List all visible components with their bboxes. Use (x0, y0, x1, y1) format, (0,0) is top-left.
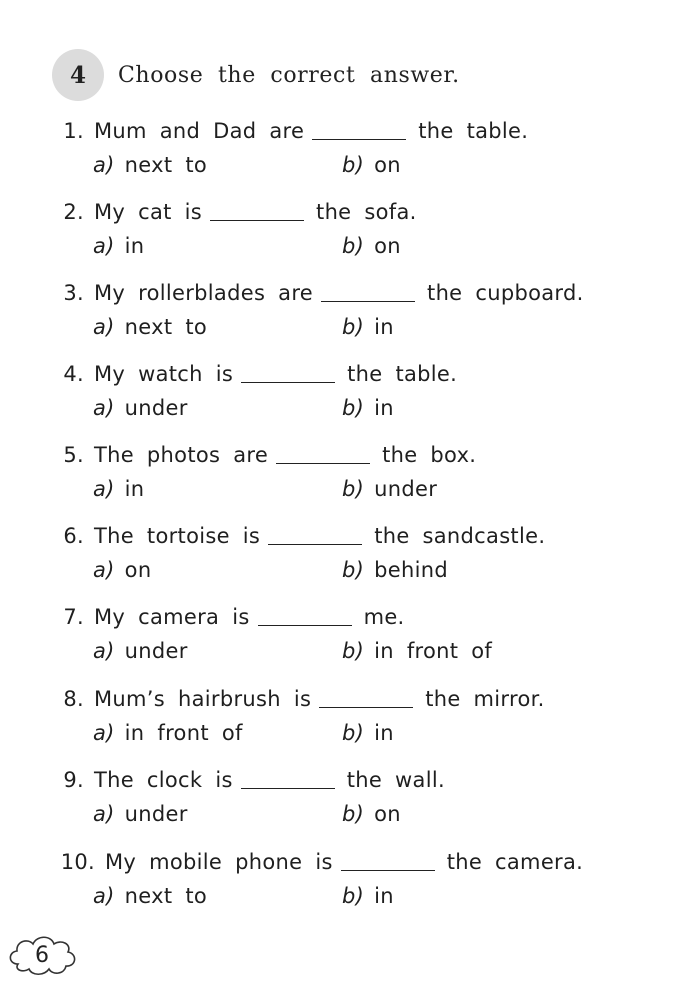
option-a-letter: a) (93, 802, 115, 826)
question-sentence (44, 848, 583, 876)
answer-blank[interactable] (241, 787, 335, 789)
option-b[interactable] (342, 637, 492, 665)
answer-blank[interactable] (276, 462, 370, 464)
option-a[interactable] (93, 475, 144, 503)
option-b-text: behind (374, 558, 448, 582)
question-text-after: the wall. (346, 768, 445, 792)
option-a-letter: a) (93, 477, 115, 501)
option-b-letter: b) (342, 234, 365, 258)
question-sentence (44, 766, 445, 794)
question-number: 9. (63, 768, 84, 792)
answer-blank[interactable] (321, 300, 415, 302)
question-text-after: the mirror. (425, 687, 545, 711)
option-b[interactable] (342, 556, 448, 584)
exercise-number-badge: 4 (52, 49, 104, 101)
question-sentence (44, 441, 476, 469)
question-number: 10. (60, 850, 95, 874)
page-number: 6 (35, 942, 49, 968)
option-a-letter: a) (93, 153, 115, 177)
option-a-text: in front of (124, 721, 243, 745)
question-7 (0, 603, 690, 673)
option-a[interactable] (93, 394, 188, 422)
question-number: 4. (63, 362, 84, 386)
question-text-after: me. (363, 605, 405, 629)
option-a[interactable] (93, 637, 188, 665)
option-a-letter: a) (93, 315, 115, 339)
option-a-text: under (124, 639, 188, 663)
question-2 (0, 198, 690, 268)
question-4 (0, 360, 690, 430)
question-number: 7. (63, 605, 84, 629)
question-text-before: The photos are (94, 443, 269, 467)
answer-blank[interactable] (312, 138, 406, 140)
question-text-after: the sofa. (316, 200, 417, 224)
question-text-before: The clock is (94, 768, 233, 792)
question-number: 5. (63, 443, 84, 467)
question-10 (0, 848, 690, 918)
option-b-letter: b) (342, 315, 365, 339)
question-number: 2. (63, 200, 84, 224)
option-b[interactable] (342, 882, 394, 910)
answer-blank[interactable] (319, 706, 413, 708)
option-b[interactable] (342, 394, 394, 422)
question-text-before: Mum and Dad are (94, 119, 305, 143)
option-b-letter: b) (342, 153, 365, 177)
question-sentence (44, 198, 417, 226)
exercise-instruction: Choose the correct answer. (118, 62, 460, 88)
option-b-text: in (374, 315, 394, 339)
question-text-before: Mum’s hairbrush is (94, 687, 312, 711)
question-sentence (44, 117, 528, 145)
option-a-letter: a) (93, 639, 115, 663)
question-text-after: the table. (418, 119, 529, 143)
answer-blank[interactable] (341, 869, 435, 871)
option-b-letter: b) (342, 558, 365, 582)
question-text-after: the cupboard. (427, 281, 584, 305)
option-b-text: on (374, 802, 401, 826)
question-text-before: The tortoise is (94, 524, 261, 548)
option-a[interactable] (93, 556, 151, 584)
question-number: 6. (63, 524, 84, 548)
option-a[interactable] (93, 800, 188, 828)
question-sentence (44, 685, 545, 713)
option-b[interactable] (342, 800, 401, 828)
question-text-after: the table. (347, 362, 458, 386)
option-a-text: next to (124, 884, 208, 908)
option-b-text: under (374, 477, 438, 501)
question-3 (0, 279, 690, 349)
option-b-text: on (374, 153, 401, 177)
question-8 (0, 685, 690, 755)
question-sentence (44, 279, 584, 307)
question-text-after: the sandcastle. (374, 524, 546, 548)
answer-blank[interactable] (268, 543, 362, 545)
question-text-before: My watch is (94, 362, 234, 386)
option-a-text: next to (124, 315, 208, 339)
option-a-letter: a) (93, 558, 115, 582)
option-a-text: in (124, 477, 145, 501)
option-b[interactable] (342, 151, 401, 179)
option-a-letter: a) (93, 234, 115, 258)
option-b[interactable] (342, 313, 394, 341)
option-b[interactable] (342, 232, 401, 260)
option-b-letter: b) (342, 802, 365, 826)
option-b-text: on (374, 234, 401, 258)
option-a[interactable] (93, 232, 144, 260)
answer-blank[interactable] (258, 624, 352, 626)
option-b-letter: b) (342, 477, 365, 501)
question-sentence (44, 603, 405, 631)
option-a[interactable] (93, 151, 207, 179)
option-b-text: in front of (374, 639, 493, 663)
option-a[interactable] (93, 882, 207, 910)
option-b-letter: b) (342, 639, 365, 663)
option-a-letter: a) (93, 396, 115, 420)
question-9 (0, 766, 690, 836)
question-text-before: My mobile phone is (105, 850, 333, 874)
answer-blank[interactable] (210, 219, 304, 221)
option-a[interactable] (93, 313, 207, 341)
option-b-text: in (374, 884, 394, 908)
question-text-before: My camera is (94, 605, 250, 629)
question-1 (0, 117, 690, 187)
option-a-text: in (124, 234, 145, 258)
question-text-before: My rollerblades are (94, 281, 314, 305)
option-a-letter: a) (93, 721, 115, 745)
option-b-letter: b) (342, 884, 365, 908)
option-a-text: on (124, 558, 152, 582)
question-sentence (44, 360, 457, 388)
option-a-text: under (124, 396, 188, 420)
question-6 (0, 522, 690, 592)
question-sentence (44, 522, 545, 550)
option-b-text: in (374, 396, 394, 420)
option-b-text: in (374, 721, 394, 745)
option-a[interactable] (93, 719, 243, 747)
option-a-text: next to (124, 153, 208, 177)
answer-blank[interactable] (241, 381, 335, 383)
question-text-before: My cat is (94, 200, 203, 224)
option-b[interactable] (342, 719, 394, 747)
question-number: 8. (63, 687, 84, 711)
question-text-after: the box. (382, 443, 477, 467)
option-a-letter: a) (93, 884, 115, 908)
question-number: 3. (63, 281, 84, 305)
option-b-letter: b) (342, 721, 365, 745)
question-number: 1. (63, 119, 84, 143)
question-text-after: the camera. (446, 850, 584, 874)
page-number-badge (4, 930, 80, 980)
question-5 (0, 441, 690, 511)
option-b-letter: b) (342, 396, 365, 420)
option-b[interactable] (342, 475, 437, 503)
option-a-text: under (124, 802, 188, 826)
